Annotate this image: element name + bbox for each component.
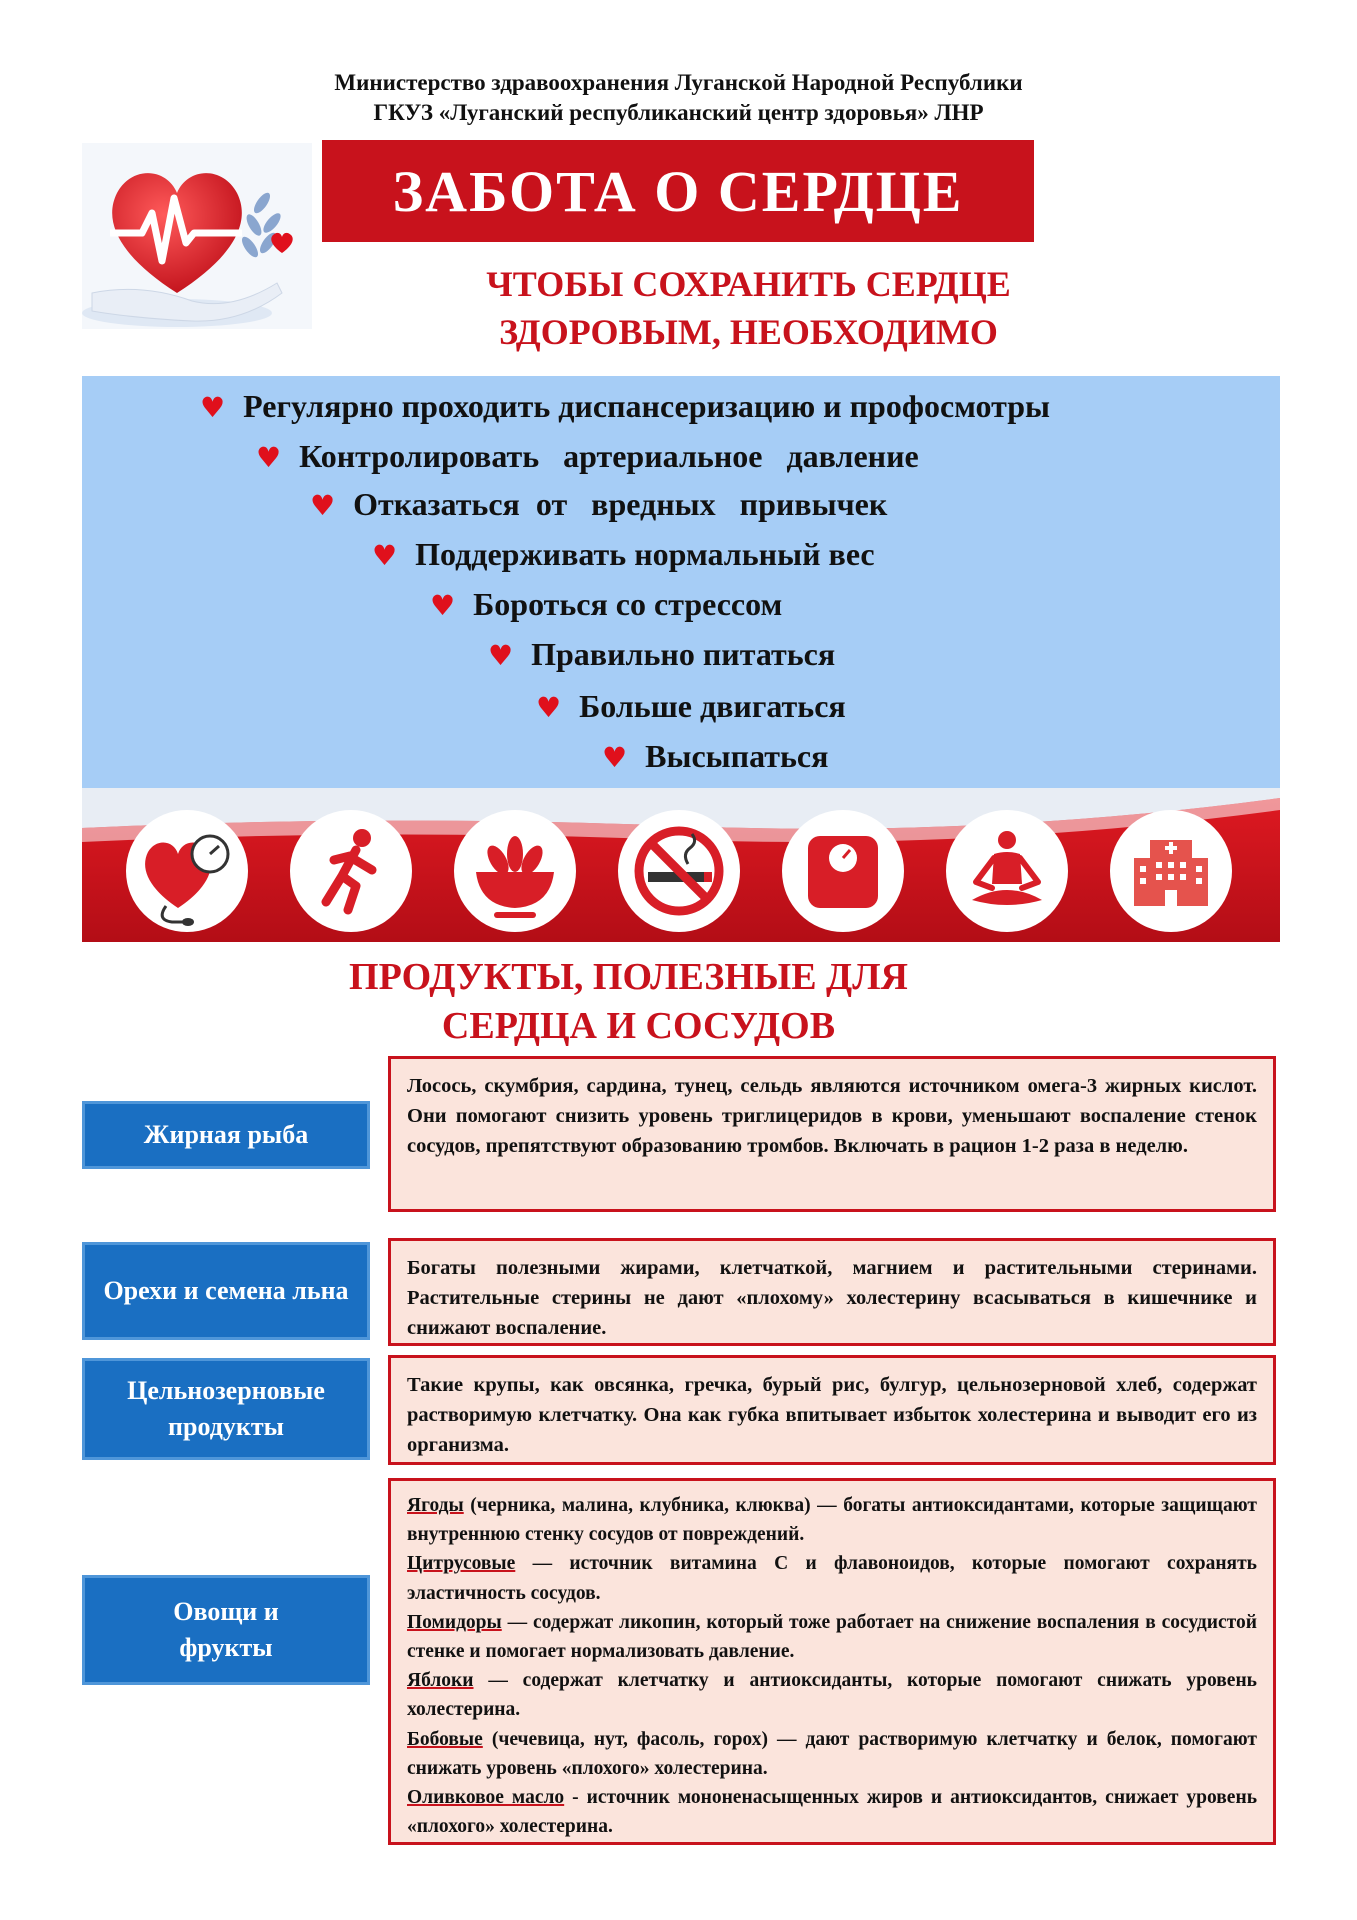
page-title: ЗАБОТА О СЕРДЦЕ [392,158,964,224]
list-item: Яблоки — содержат клетчатку и антиоксиданты, которые помогают снижать уровень холестерина. [407,1670,1257,1721]
heart-bullet-icon: ♥ [536,691,562,724]
product-desc-vegetables [388,1478,1276,1845]
running-icon [290,810,412,932]
product-label-grains: Цельнозерновые продукты [82,1358,370,1460]
product-desc-grains: Такие крупы, как овсянка, гречка, бурый рис, булгур, цельнозерновой хлеб, содержат растворимую клетчатку. Она как губка впитывает избыток холестерина и выводит его из организма. [388,1355,1276,1465]
term-olive-oil: Оливковое масло [407,1787,565,1809]
tip-item: ♥ Поддерживать нормальный вес [372,536,875,572]
subtitle-line-1: ЧТОБЫ СОХРАНИТЬ СЕРДЦЕ [486,264,1011,304]
title-banner [322,140,1034,242]
term-citrus: Цитрусовые [407,1553,516,1575]
subtitle-line-2: ЗДОРОВЫМ, НЕОБХОДИМО [499,312,998,352]
product-label-nuts: Орехи и семена льна [82,1242,370,1340]
product-label-vegetables: Овощи и фрукты [82,1575,370,1685]
scales-icon [782,810,904,932]
term-apples: Яблоки [407,1670,474,1692]
hospital-icon [1110,810,1232,932]
list-item: Цитрусовые — источник витамина С и флавоноидов, которые помогают сохранять эластичность сосудов. [407,1553,1257,1604]
no-smoking-icon [618,810,740,932]
heart-bullet-icon: ♥ [488,639,514,672]
term-berries: Ягоды [407,1495,464,1516]
org-line-center: ГКУЗ «Луганский республиканский центр здоровья» ЛНР [373,100,984,125]
healthy-food-icon [454,810,576,932]
tip-item: ♥ Контролировать артериальное давление [256,438,919,474]
products-title-line-1: ПРОДУКТЫ, ПОЛЕЗНЫЕ ДЛЯ [349,956,908,998]
list-item: Оливковое масло - источник мононенасыщенных жиров и антиоксидантов, снижает уровень «плохого» холестерина. [407,1787,1258,1838]
heart-bullet-icon: ♥ [602,741,628,774]
list-item: Помидоры — содержат ликопин, который тоже работает на снижение воспаления в сосудистой стенке и помогает нормализовать давление. [407,1611,1257,1663]
product-label-fish: Жирная рыба [82,1101,370,1169]
product-desc-nuts: Богаты полезными жирами, клетчаткой, магнием и растительными стеринами. Растительные стерины не дают «плохому» холестерину всасываться в кишечнике и снижают воспаление. [388,1238,1276,1346]
list-item: Бобовые (чечевица, нут, фасоль, горох) — дают растворимую клетчатку и белок, помогают снижать уровень «плохого» холестерина. [407,1728,1257,1779]
tip-item: ♥ Отказаться от вредных привычек [310,486,888,522]
heart-bullet-icon: ♥ [372,539,398,572]
term-legumes: Бобовые [407,1728,483,1750]
org-line-ministry: Министерство здравоохранения Луганской Народной Республики [334,70,1023,95]
heart-bullet-icon: ♥ [430,589,456,622]
tip-item: ♥ Бороться со стрессом [430,586,783,622]
heart-bullet-icon: ♥ [310,489,336,522]
tips-panel [82,376,1280,788]
tip-item: ♥ Правильно питаться [488,636,836,672]
heart-bullet-icon: ♥ [256,441,282,474]
products-title-line-2: СЕРДЦА И СОСУДОВ [441,1005,836,1047]
blood-pressure-icon [126,810,248,932]
tip-item: ♥ Высыпаться [602,738,829,774]
product-desc-fish: Лосось, скумбрия, сардина, тунец, сельдь являются источником омега-3 жирных кислот. Они помогают снизить уровень триглицеридов в крови, уменьшают воспаление стенок сосудов, препятствуют образованию тромбов. Включать в рацион 1-2 раза в неделю. [388,1056,1276,1212]
tip-item: ♥ Регулярно проходить диспансеризацию и профосмотры [200,388,1051,424]
tip-item: ♥ Больше двигаться [536,688,846,724]
meditation-icon [946,810,1068,932]
term-tomatoes: Помидоры [407,1611,502,1633]
list-item: Ягоды (черника, малина, клубника, клюква) — богаты антиоксидантами, которые защищают внутреннюю стенку сосудов от повреждений. [407,1495,1257,1546]
icon-band [82,788,1280,942]
heart-bullet-icon: ♥ [200,391,226,424]
